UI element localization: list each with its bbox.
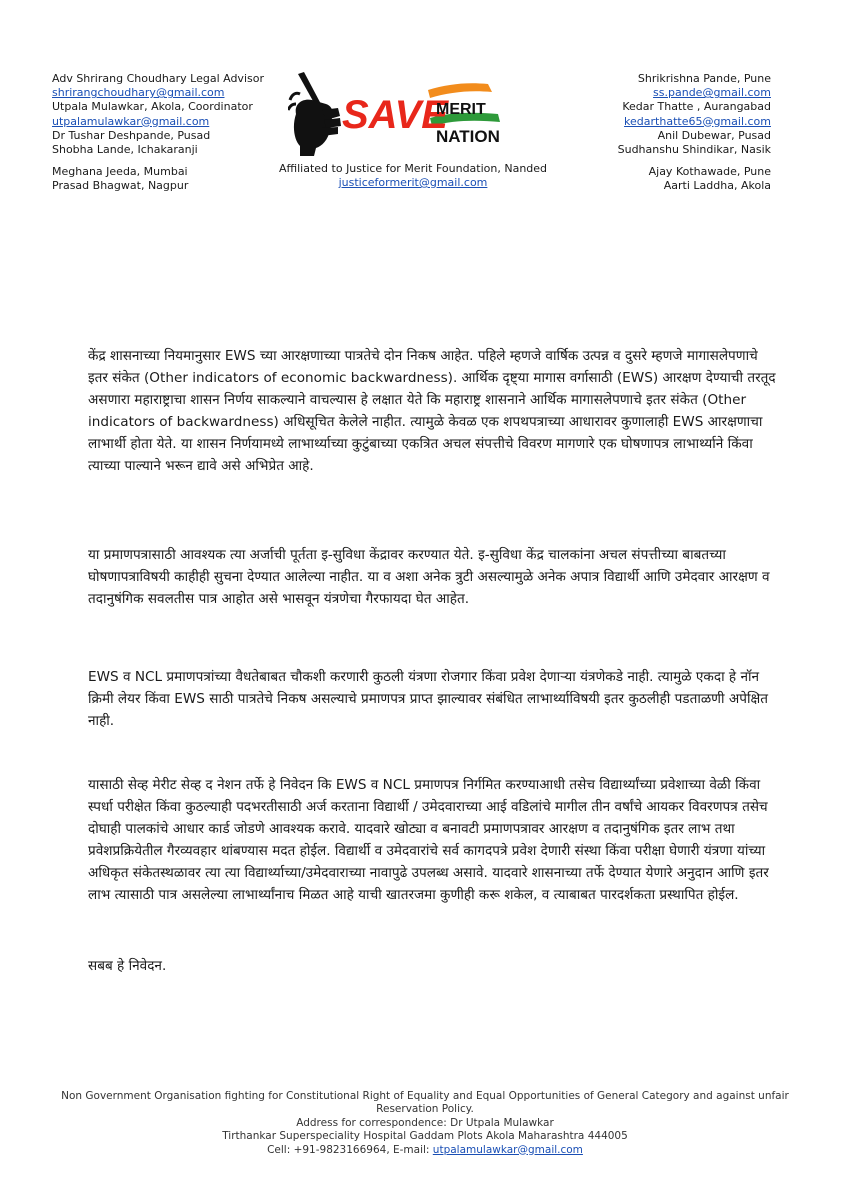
- footer-cell: Cell: +91-9823166964, E-mail:: [267, 1143, 433, 1156]
- contact-name: Shrikrishna Pande, Pune: [637, 72, 771, 85]
- logo-word-save: SAVE: [342, 93, 448, 137]
- footer-line: Address for correspondence: Dr Utpala Mulawkar: [296, 1116, 554, 1129]
- footer-contact-line: [60, 1144, 790, 1157]
- contact-name: Aarti Laddha, Akola: [663, 179, 771, 193]
- header-right-contacts: [531, 72, 771, 194]
- contact-name: Ajay Kothawade, Pune: [648, 165, 771, 179]
- contact-name: Sudhanshu Shindikar, Nasik: [617, 143, 771, 157]
- logo-word-nation: NATION: [436, 127, 500, 146]
- affiliation-text: Affiliated to Justice for Merit Foundation, Nanded: [278, 162, 548, 175]
- paragraph-text: यासाठी सेव्ह मेरीट सेव्ह द नेशन तर्फे हे निवेदन कि EWS व NCL प्रमाणपत्र निर्गमित करण्याआधी तसेच विद्यार्थ्यांच्या प्रवेशाच्या वेळी किंवा स्पर्धा परीक्षेत किंवा कुठल्याही पदभरतीसाठी अर्ज करताना विद्यार्थी / उमेदवाराच्या आई वडिलांचे मागील तीन वर्षांचे आयकर विवरणपत्र तसेच दोघाही पालकांचे आधार कार्ड जोडणे आवश्यक करावे. यादवारे खोट्या व बनावटी प्रमाणपत्रावर आरक्षण व तदानुषंगिक इतर लाभ तथा प्रवेशप्रक्रियेतील गैरव्यवहार थांबण्यास मदत होईल. विद्यार्थी व उमेदवारांचे सर्व कागदपत्रे प्रवेश देणारी संस्था किंवा परीक्षा घेणारी यंत्रणा यांच्या अधिकृत संकेतस्थळावर त्या त्या विद्यार्थ्याच्या/उमेदवाराच्या नावापुढे उपलब्ध असावे. यादवारे शासनाच्या तर्फे देण्यात येणारे अनुदान आणि इतर लाभ त्यासाठी पात्र असलेल्या लाभार्थ्यांनाच मिळत आहे याची खातरजमा कुणीही करू शकेल, व त्याबाबत पारदर्शकता प्रस्थापित होईल.: [88, 777, 769, 903]
- contact-name: Prasad Bhagwat, Nagpur: [52, 179, 189, 193]
- contact-email-link[interactable]: ss.pande@gmail.com: [653, 86, 771, 100]
- contact-email-link[interactable]: kedarthatte65@gmail.com: [624, 114, 771, 128]
- footer-line: Reservation Policy.: [376, 1103, 474, 1116]
- contact-name: Meghana Jeeda, Mumbai: [52, 165, 188, 179]
- contact-email-link[interactable]: shrirangchoudhary@gmail.com: [52, 86, 225, 100]
- paragraph-text: सबब हे निवेदन.: [88, 958, 167, 974]
- contact-email-link[interactable]: utpalamulawkar@gmail.com: [52, 114, 210, 128]
- body-paragraph-2: [88, 544, 778, 610]
- body-paragraph-closing: [88, 955, 778, 977]
- footer-line: Tirthankar Superspeciality Hospital Gaddam Plots Akola Maharashtra 444005: [222, 1130, 628, 1143]
- save-merit-nation-logo: [288, 70, 528, 158]
- body-paragraph-4: [88, 774, 778, 906]
- body-paragraph-3: [88, 666, 778, 732]
- paragraph-text: EWS व NCL प्रमाणपत्रांच्या वैधतेबाबत चौकशी करणारी कुठली यंत्रणा रोजगार किंवा प्रवेश देणाऱ्या यंत्रणेकडे नाही. त्यामुळे एकदा हे नॉन क्रिमी लेयर किंवा EWS साठी पात्रतेचे निकष असल्याचे प्रमाणपत्र प्राप्त झाल्यावर संबंधित लाभार्थ्याविषयी इतर कुठलीही पडताळणी अपेक्षित नाही.: [88, 669, 768, 729]
- contact-name: Shobha Lande, Ichakaranji: [52, 143, 198, 157]
- contact-name: Dr Tushar Deshpande, Pusad: [52, 128, 211, 142]
- logo-word-merit: MERIT: [436, 101, 486, 118]
- paragraph-text: केंद्र शासनाच्या नियमानुसार EWS च्या आरक्षणाच्या पात्रतेचे दोन निकष आहेत. पहिले म्हणजे वार्षिक उत्पन्न व दुसरे म्हणजे मागासलेपणाचे इतर संकेत (Other indicators of economic backwardness). आर्थिक दृष्ट्या मागास वर्गासाठी (EWS) आरक्षण देण्याची तरतूद असणारा महाराष्ट्राचा शासन निर्णय साकल्याने वाचल्यास हे लक्षात येते कि महाराष्ट्र शासनाने आर्थिक मागासलेपणाचे इतर संकेत (Other indicators of backwardness) अधिसूचित केलेले नाहीत. त्यामुळे केवळ एक शपथपत्राच्या आधारावर कुणालाही EWS आरक्षणाचा लाभार्थी होता येते. या शासन निर्णयामध्ये लाभार्थ्याच्या कुटुंबाच्या एकत्रित अचल संपत्तीचे विवरण मागणारे एक घोषणापत्र लाभार्थ्याने किंवा त्याच्या पाल्याने भरून द्यावे असे अभिप्रेत आहे.: [88, 348, 776, 474]
- footer: [60, 1090, 790, 1157]
- contact-name: Adv Shrirang Choudhary Legal Advisor: [52, 72, 264, 85]
- footer-line: Non Government Organisation fighting for Constitutional Right of Equality and Equal Opportunities of General Category and against unfair: [61, 1090, 789, 1102]
- affiliation-email-link[interactable]: justiceformerit@gmail.com: [338, 176, 488, 189]
- fist-pen-icon: [288, 70, 528, 158]
- contact-name: Utpala Mulawkar, Akola, Coordinator: [52, 100, 253, 114]
- contact-name: Anil Dubewar, Pusad: [657, 128, 771, 142]
- paragraph-text: या प्रमाणपत्रासाठी आवश्यक त्या अर्जाची पूर्तता इ-सुविधा केंद्रावर करण्यात येते. इ-सुविधा केंद्र चालकांना अचल संपत्तीच्या बाबतच्या घोषणापत्राविषयी काहीही सुचना देण्यात आलेल्या नाहीत. या व अशा अनेक त्रुटी असल्यामुळे अनेक अपात्र विद्यार्थी आणि उमेदवार आरक्षण व तदानुषंगिक सवलतीस पात्र आहोत असे भासवून यंत्रणेचा गैरफायदा घेत आहेत.: [88, 547, 770, 607]
- affiliation: [268, 162, 558, 190]
- contact-name: Kedar Thatte , Aurangabad: [622, 100, 771, 114]
- body-paragraph-1: [88, 345, 778, 477]
- footer-email-link[interactable]: utpalamulawkar@gmail.com: [432, 1143, 583, 1156]
